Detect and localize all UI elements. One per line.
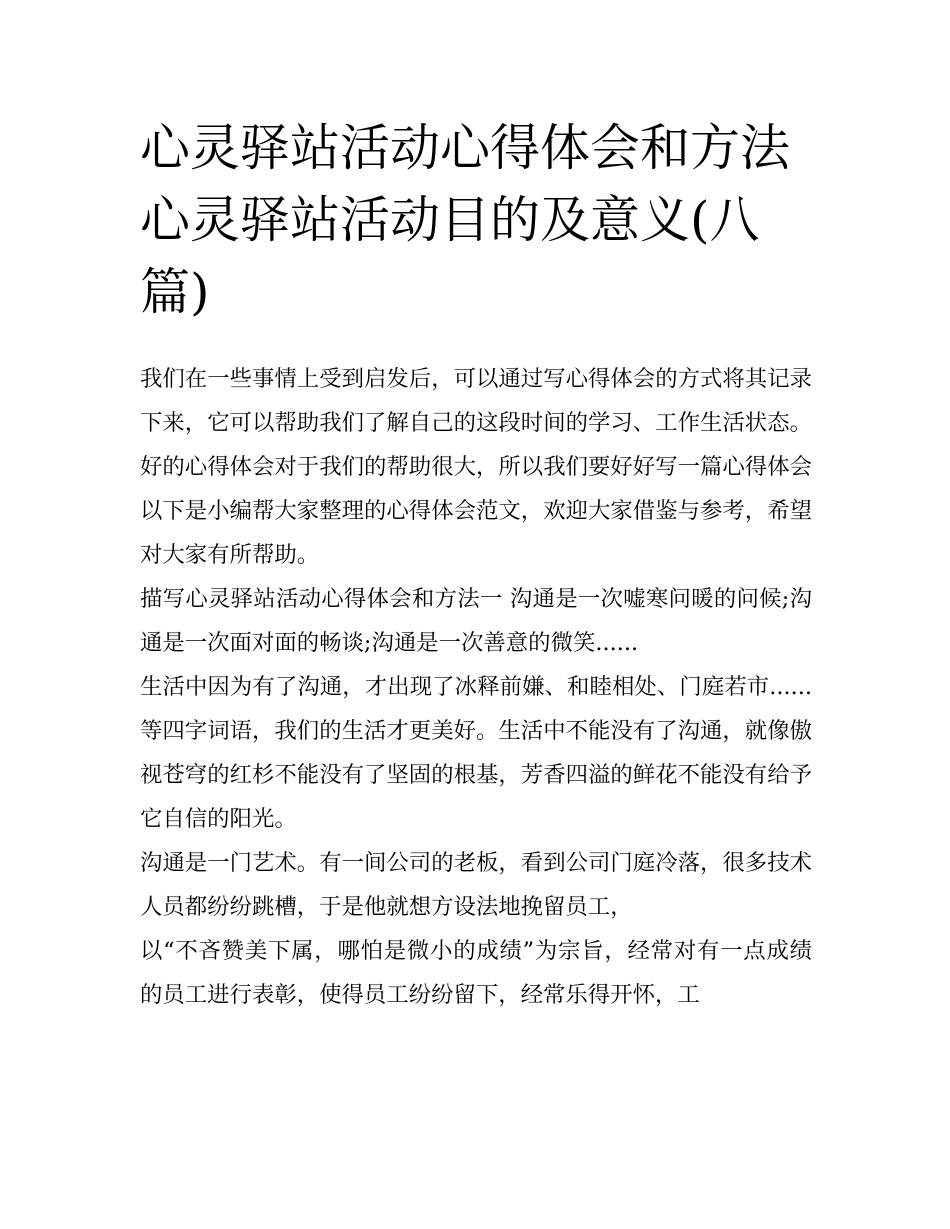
paragraph-communication-life: 生活中因为有了沟通，才出现了冰释前嫌、和睦相处、门庭若市......等四字词语，我们的生活才更美好。生活中不能没有了沟通，就像傲视苍穹的红杉不能没有了坚固的根基，芳香四溢的鲜花不能没有给予它自信的阳光。 bbox=[140, 674, 812, 832]
paragraph-communication-art: 沟通是一门艺术。有一间公司的老板，看到公司门庭冷落，很多技术人员都纷纷跳槽，于是他就想方设法地挽留员工， bbox=[140, 850, 812, 920]
document-title: 心灵驿站活动心得体会和方法心灵驿站活动目的及意义(八篇) bbox=[140, 119, 790, 321]
paragraph-intro: 我们在一些事情上受到启发后，可以通过写心得体会的方式将其记录下来，它可以帮助我们了解自己的这段时间的学习、工作生活状态。好的心得体会对于我们的帮助很大，所以我们要好好写一篇心得体会以下是小编帮大家整理的心得体会范文，欢迎大家借鉴与参考，希望对大家有所帮助。 bbox=[140, 366, 812, 568]
document-body bbox=[140, 357, 812, 1017]
paragraph-section-one-opening: 描写心灵驿站活动心得体会和方法一 沟通是一次嘘寒问暖的问候;沟通是一次面对面的畅谈;沟通是一次善意的微笑...... bbox=[140, 586, 812, 656]
paragraph-praise-staff: 以“不吝赞美下属，哪怕是微小的成绩”为宗旨，经常对有一点成绩的员工进行表彰，使得员工纷纷留下，经常乐得开怀，工 bbox=[140, 938, 812, 1008]
